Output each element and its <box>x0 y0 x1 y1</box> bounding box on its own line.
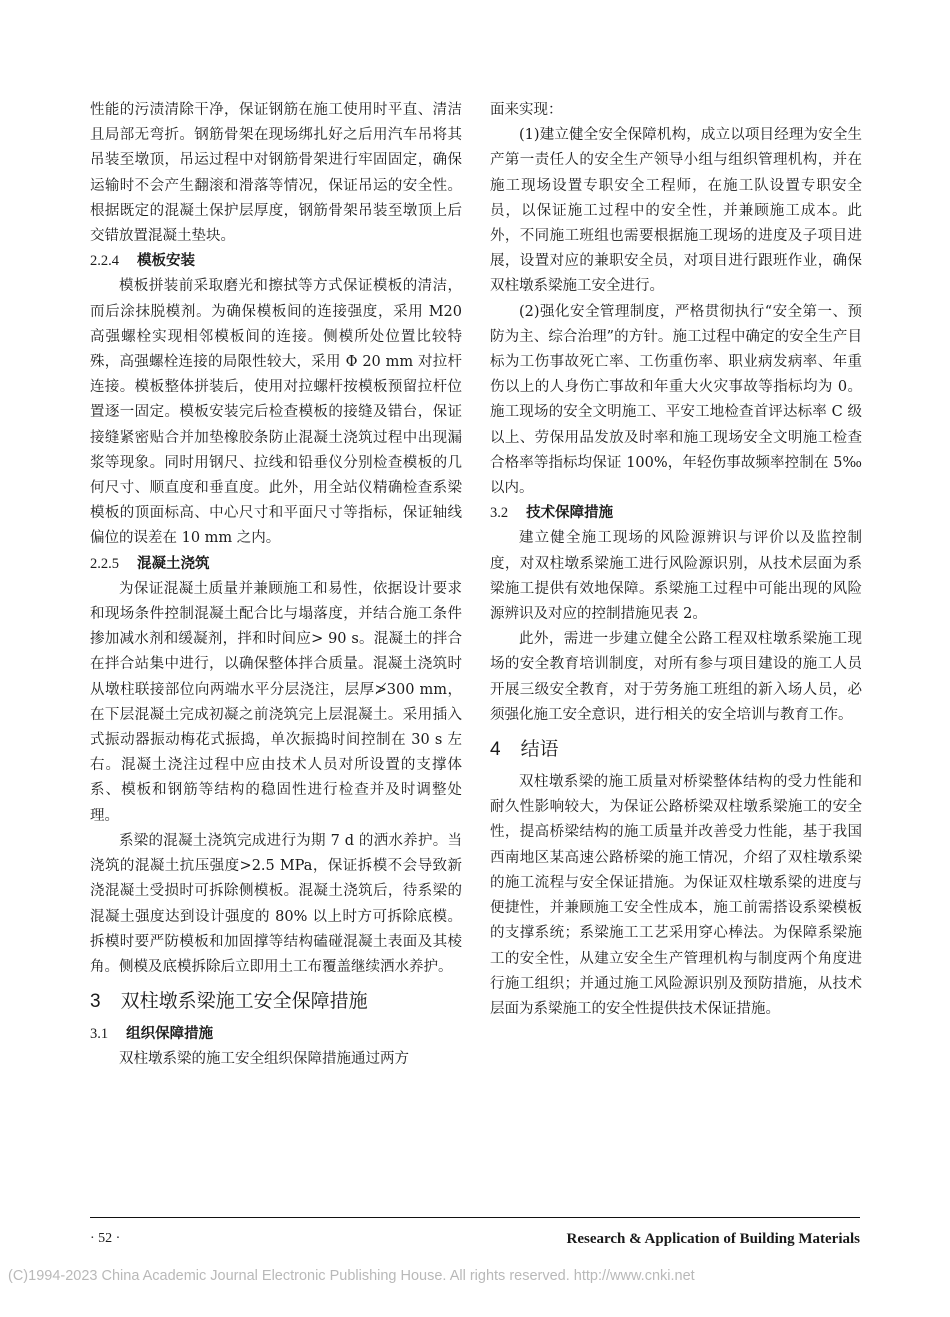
paragraph: (1)建立健全安全保障机构，成立以项目经理为安全生产第一责任人的安全生产领导小组与组织管理机构，并在施工现场设置专职安全工程师，在施工队设置专职安全员，以保证施工过程中的安全性，并兼顾施工成本。此外，不同施工班组也需要根据施工现场的进度及子项目进展，设置对应的兼职安全员，对项目进行跟班作业，确保双柱墩系梁施工安全进行。 <box>490 127 862 295</box>
section-heading-2-2-5 <box>90 552 462 577</box>
section-heading-2-2-4 <box>90 249 462 274</box>
journal-name: Research & Application of Building Materials <box>566 1231 860 1247</box>
page-footer <box>90 1228 860 1250</box>
page-number: · 52 · <box>90 1231 121 1246</box>
paragraph: 性能的污渍清除干净，保证钢筋在施工使用时平直、清洁且局部无弯折。钢筋骨架在现场绑扎好之后用汽车吊将其吊装至墩顶，吊运过程中对钢筋骨架进行牢固固定，确保运输时不会产生翻滚和滑落等情况，保证吊运的安全性。根据既定的混凝土保护层厚度，钢筋骨架吊装至墩顶上后交错放置混凝土垫块。 <box>90 102 462 245</box>
paragraph: 此外，需进一步建立健全公路工程双柱墩系梁施工现场的安全教育培训制度，对所有参与项目建设的施工人员开展三级安全教育，对于劳务施工班组的新入场人员，必须强化施工安全意识，进行相关的安全培训与教育工作。 <box>490 631 862 723</box>
section-heading-4 <box>490 731 862 769</box>
section-title: 混凝土浇筑 <box>137 555 210 572</box>
paragraph: 建立健全施工现场的风险源辨识与评价以及监控制度，对双柱墩系梁施工进行风险源识别，从技术层面为系梁施工提供有效地保障。系梁施工过程中可能出现的风险源辨识及对应的控制措施见表 2。 <box>490 530 862 623</box>
section-title: 双柱墩系梁施工安全保障措施 <box>120 991 368 1013</box>
section-heading-3-1 <box>90 1022 462 1047</box>
left-column <box>90 98 462 1073</box>
section-heading-3-2 <box>490 501 862 526</box>
paragraph: 系梁的混凝土浇筑完成进行为期 7 d 的洒水养护。当浇筑的混凝土抗压强度>2.5 MPa，保证拆模不会导致新浇混凝土受损时可拆除侧模板。混凝土浇筑后，待系梁的混凝土强度达到设计强度的 80% 以上时方可拆除底模。拆模时要严防模板和加固撑等结构磕碰混凝土表面及其棱角。侧模及底模拆除后立即用土工布覆盖继续洒水养护。 <box>90 832 462 975</box>
paragraph: 模板拼装前采取磨光和擦拭等方式保证模板的清洁，而后涂抹脱模剂。为确保模板间的连接强度，采用 M20 高强螺栓实现相邻模板间的连接。侧模所处位置比较特殊，高强螺栓连接的局限性较大，采用 Φ 20 mm 对拉杆连接。模板整体拼装后，使用对拉螺杆按模板预留拉杆位置逐一固定。模板安装完后检查模板的接缝及错台，保证接缝紧密贴合并加垫橡胶条防止混凝土浇筑过程中出现漏浆等现象。同时用钢尺、拉线和铅垂仪分别检查模板的几何尺寸、顺直度和垂直度。此外，用全站仪精确检查系梁模板的顶面标高、中心尺寸和平面尺寸等指标，保证轴线偏位的误差在 10 mm 之内。 <box>90 278 462 547</box>
paragraph: 双柱墩系梁的施工质量对桥梁整体结构的受力性能和耐久性影响较大，为保证公路桥梁双柱墩系梁施工的安全性，提高桥梁结构的施工质量并改善受力性能，基于我国西南地区某高速公路桥梁的施工情况，介绍了双柱墩系梁的施工流程与安全保证措施。为保证双柱墩系梁的进度与便捷性，并兼顾施工安全性成本，施工前需搭设系梁模板的支撑系统；系梁施工工艺采用穿心棒法。为保障系梁施工的安全性，从建立安全生产管理机构与制度两个角度进行施工组织；并通过施工风险源识别及预防措施，从技术层面为系梁施工的安全性提供技术保证措施。 <box>490 774 862 1017</box>
section-heading-3 <box>90 983 462 1021</box>
section-number: 3.1 <box>90 1026 109 1043</box>
section-title: 结语 <box>520 739 559 761</box>
paragraph: 面来实现： <box>490 102 563 118</box>
section-title: 组织保障措施 <box>126 1026 214 1043</box>
footer-rule <box>90 1217 860 1218</box>
paragraph: 为保证混凝土质量并兼顾施工和易性，依据设计要求和现场条件控制混凝土配合比与塌落度，并结合施工条件掺加减水剂和缓凝剂，拌和时间应> 90 s。混凝土的拌合在拌合站集中进行，以确保整体拌合质量。混凝土浇筑时从墩柱联接部位向两端水平分层浇注，层厚≯300 mm，在下层混凝土完成初凝之前浇筑完上层混凝土。采用插入式振动器振动梅花式振捣，单次振捣时间控制在 30 s 左右。混凝土浇注过程中应由技术人员对所设置的支撑体系、模板和钢筋等结构的稳固性进行检查并及时调整处理。 <box>90 580 462 824</box>
section-number: 2.2.5 <box>90 555 119 572</box>
section-number: 2.2.4 <box>90 253 119 270</box>
section-number: 3 <box>90 991 101 1013</box>
section-title: 技术保障措施 <box>526 505 614 522</box>
paragraph: 双柱墩系梁的施工安全组织保障措施通过两方 <box>119 1051 409 1068</box>
paragraph: (2)强化安全管理制度，严格贯彻执行“安全第一、预防为主、综合治理”的方针。施工过程中确定的安全生产目标为工伤事故死亡率、工伤重伤率、职业病发病率、年重伤以上的人身伤亡事故和年重大火灾事故等指标均为 0。施工现场的安全文明施工、平安工地检查首评达标率 C 级以上、劳保用品发放及时率和施工现场安全文明施工检查合格率等指标均保证 100%，年轻伤事故频率控制在 5‰ 以内。 <box>490 303 862 497</box>
section-number: 4 <box>490 739 501 761</box>
right-column <box>490 98 862 1022</box>
section-title: 模板安装 <box>137 253 195 270</box>
section-number: 3.2 <box>490 505 509 522</box>
copyright-watermark: (C)1994-2023 China Academic Journal Electronic Publishing House. All rights reserved. http://www.cnki.net <box>8 1268 695 1284</box>
